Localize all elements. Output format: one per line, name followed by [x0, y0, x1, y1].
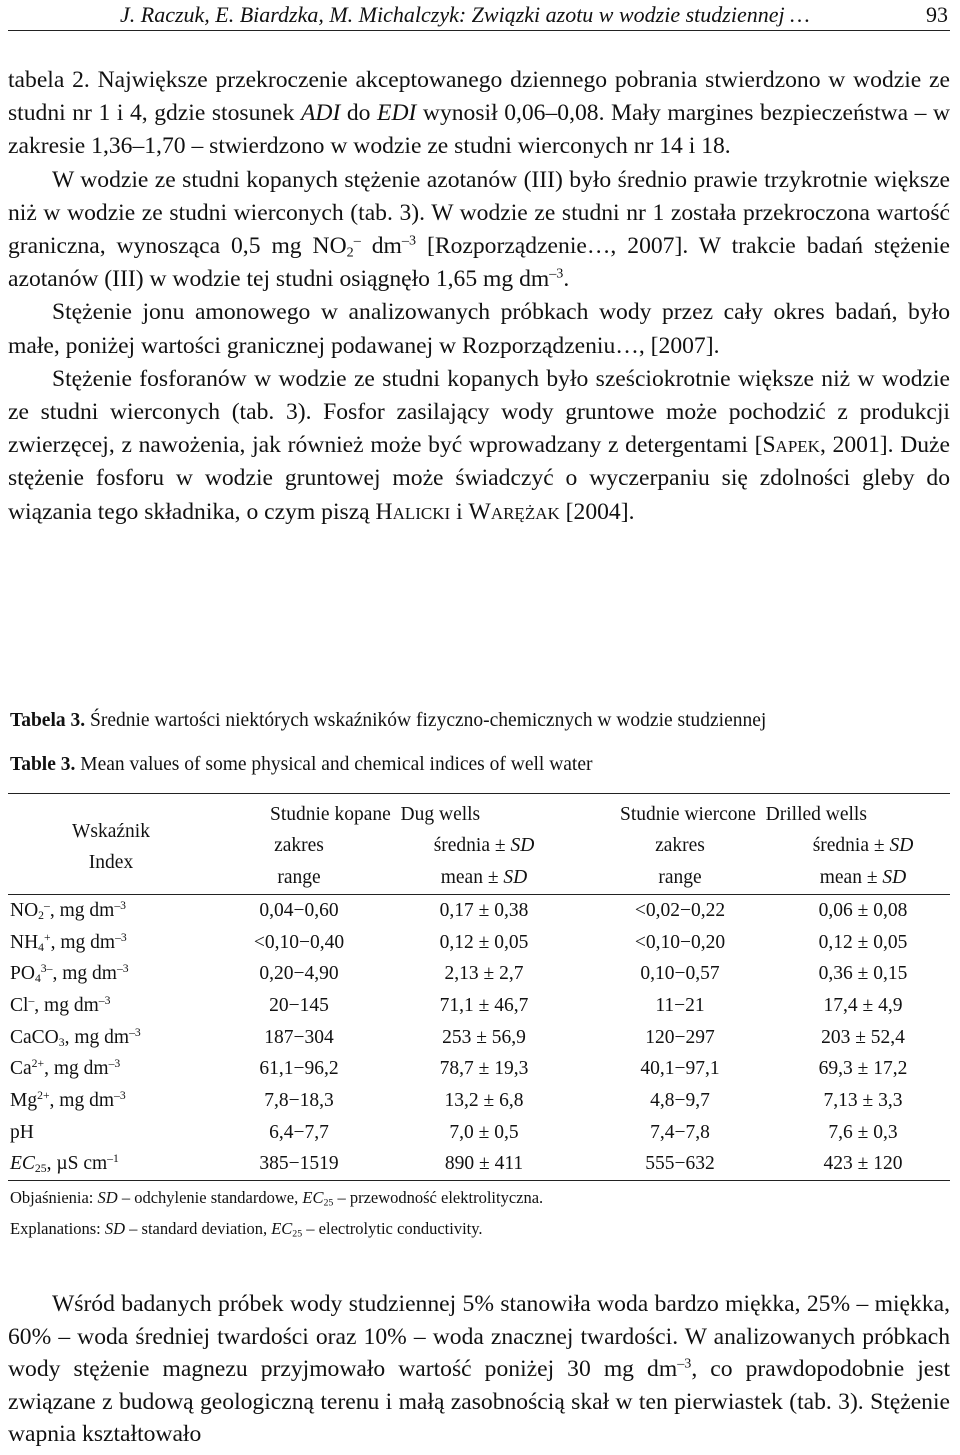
indicator-cell [8, 927, 214, 959]
note-en-c: – electrolytic conductivity. [302, 1219, 483, 1238]
paragraph-2-text-a: W wodzie ze studni kopanych stężenie azotanów (III) było średnio prawie trzykrotnie większe niż w wodzie ze studni wierconych (tab. 3). W wodzie ze studni nr 1 została przekroczona wartość graniczna, wynosząca 0,5 mg NO [8, 166, 950, 260]
drilled-mean-label-en: mean ± [819, 867, 878, 888]
drilled-range-cell: 4,8−9,7 [650, 1089, 710, 1111]
dug-mean-cell: 13,2 ± 6,8 [444, 1089, 524, 1111]
drilled-range-cell: 7,4−7,8 [650, 1121, 710, 1143]
drilled-mean-cell: 0,36 ± 0,15 [818, 963, 908, 985]
indicator-charge: + [44, 930, 51, 944]
table-caption-en-label: Table 3. [10, 754, 76, 775]
indicator-subscript: 4 [34, 972, 41, 986]
table-row [8, 895, 950, 927]
note-pl-c: – przewodność elektrolityczna. [333, 1188, 544, 1207]
indicator-unit-exponent: –3 [129, 1025, 141, 1039]
indicator-cell [8, 958, 214, 990]
drilled-mean-sd-pl: SD [889, 835, 914, 856]
indicator-charge: 2+ [37, 1088, 50, 1102]
index-header-pl: Wskaźnik [72, 821, 150, 842]
page-number: 93 [926, 2, 948, 27]
dug-mean-cell: 0,17 ± 0,38 [439, 899, 529, 921]
note-pl-sd: SD [97, 1188, 118, 1207]
body-text-top [8, 64, 950, 529]
dug-mean-cell: 2,13 ± 2,7 [444, 963, 524, 985]
dug-mean-cell: 0,12 ± 0,05 [439, 931, 529, 953]
indicator-cell [8, 1053, 214, 1085]
dug-range-cell: 61,1−96,2 [259, 1058, 339, 1080]
running-head: J. Raczuk, E. Biardzka, M. Michalczyk: Związki azotu w wodzie studziennej … [120, 2, 810, 27]
indicator-base: EC [10, 1153, 35, 1175]
paragraph-4-text-b: , 2001]. Duże stężenie fosforu w wodzie gruntowej może świadczyć o wyczerpaniu się zdolności gleby do wiązania tego składnika, o czym piszą [8, 432, 950, 525]
table-row [8, 990, 950, 1022]
drilled-range-header-en: range [658, 867, 702, 888]
indicator-unit-exponent: –3 [114, 1088, 126, 1102]
indicator-base: pH [10, 1121, 34, 1143]
drilled-range-cell: 0,10−0,57 [640, 963, 720, 985]
indicator-unit-exponent: –3 [108, 1057, 121, 1071]
table-row [8, 1117, 950, 1149]
indicator-cell [8, 990, 214, 1022]
table-note-en [10, 1219, 483, 1239]
dug-mean-sd-pl: SD [510, 835, 535, 856]
table-note-pl [10, 1188, 543, 1208]
drilled-range-cell: 11−21 [655, 994, 705, 1016]
table-caption-en-text: Mean values of some physical and chemical indices of well water [75, 754, 593, 775]
dug-wells-header-en: Dug wells [400, 804, 481, 825]
drilled-mean-cell: 0,12 ± 0,05 [818, 931, 908, 953]
dm-exponent-2: –3 [549, 265, 564, 282]
dug-mean-header-en [384, 862, 584, 895]
author-sapek: Sapek [762, 432, 820, 459]
drilled-mean-cell: 7,13 ± 3,3 [823, 1089, 903, 1111]
paragraph-2-text-b: dm [360, 233, 402, 260]
note-en-ec: EC [271, 1219, 293, 1238]
indicator-subscript: 2 [38, 908, 45, 922]
dug-range-header-pl: zakres [274, 835, 324, 856]
dug-wells-header [214, 794, 584, 831]
dug-mean-cell: 890 ± 411 [444, 1153, 524, 1175]
paragraph-4 [8, 363, 950, 529]
paragraph-4-text-a: Stężenie fosforanów w wodzie ze studni kopanych było sześciokrotnie większe niż w wodzie ze studni wierconych (tab. 3). Fosfor zasilający wody gruntowe może pochodzić z produkcji zwierzęcej, z nawożenia, jak również może być wprowadzany z detergentami [ [8, 365, 950, 459]
note-en-b: – standard deviation, [125, 1219, 272, 1238]
table-row [8, 927, 950, 959]
dug-mean-label-en: mean ± [440, 867, 499, 888]
indicator-base: PO [10, 963, 35, 985]
indicator-base: Cl [10, 994, 29, 1016]
indicator-unit-exponent: –3 [114, 898, 127, 912]
indicator-unit: , µS cm [46, 1153, 108, 1175]
indicator-base: Ca [10, 1058, 32, 1080]
table-caption-pl-text: Średnie wartości niektórych wskaźników fizyczno-chemicznych w wodzie studziennej [85, 710, 767, 731]
paragraph-1-text-do: do [340, 100, 378, 127]
dug-range-cell: 187−304 [264, 1026, 334, 1048]
drilled-mean-cell: 203 ± 52,4 [821, 1026, 905, 1048]
indicator-unit: , mg dm [64, 1026, 130, 1048]
indicator-subscript: 25 [34, 1162, 47, 1176]
dug-mean-label-pl: średnia ± [433, 835, 506, 856]
paragraph-2-text-c: [Rozporządzenie…, 2007]. W trakcie badań stężenie azotanów (III) w wodzie tej studni osiągnęło 1,65 mg dm [8, 233, 950, 293]
indicator-subscript: 3 [58, 1035, 65, 1049]
drilled-range-cell: 555−632 [645, 1153, 715, 1175]
no2-superscript: – [353, 232, 361, 249]
drilled-mean-label-pl: średnia ± [812, 835, 885, 856]
paragraph-4-text-i: i [450, 498, 469, 525]
indicator-unit: , mg dm [50, 931, 116, 953]
paragraph-2-text-d: . [563, 266, 570, 293]
indicator-cell [8, 1149, 214, 1181]
paragraph-3: Stężenie jonu amonowego w analizowanych próbkach wody przez cały okres badań, było małe, poniżej wartości granicznej podawanej w Rozporządzeniu…, [2007]. [8, 299, 950, 359]
note-pl-b: – odchylenie standardowe, [117, 1188, 303, 1207]
table-row [8, 958, 950, 990]
drilled-mean-sd-en: SD [882, 867, 907, 888]
indicator-unit-exponent: –3 [98, 993, 111, 1007]
indicator-unit: , mg dm [49, 899, 115, 921]
dug-range-header-en: range [277, 867, 321, 888]
drilled-mean-cell: 17,4 ± 4,9 [823, 994, 903, 1016]
note-en-a: Explanations: [10, 1219, 105, 1238]
indicator-unit: , mg dm [52, 963, 117, 985]
dug-mean-cell: 78,7 ± 19,3 [439, 1058, 529, 1080]
table-body [8, 895, 950, 1181]
drilled-range-cell: <0,02−0,22 [634, 899, 726, 921]
author-halicki: Halicki [375, 498, 451, 525]
paragraph-5 [8, 1288, 950, 1451]
indicator-unit-exponent: –3 [116, 962, 129, 976]
drilled-mean-cell: 423 ± 120 [823, 1153, 903, 1175]
dug-mean-cell: 7,0 ± 0,5 [449, 1121, 519, 1143]
paragraph-5-text-a: Wśród badanych próbek wody studziennej 5% stanowiła woda bardzo miękka, 25% – miękka, 60% – woda średniej twardości oraz 10% – woda znacznej twardości. W analizowanych próbkach wody stężenie magnezu przyjmowało wartość poniżej 30 mg dm [8, 1291, 950, 1383]
indicator-charge: – [44, 898, 50, 912]
drilled-range-header-pl: zakres [655, 835, 705, 856]
dug-range-cell: 0,04−0,60 [259, 899, 339, 921]
note-en-ec-sub: 25 [292, 1228, 303, 1240]
table-row [8, 1085, 950, 1117]
dug-mean-sd-en: SD [503, 867, 528, 888]
body-text-bottom [8, 1288, 950, 1451]
paragraph-1 [8, 64, 950, 164]
dug-range-cell: 6,4−7,7 [269, 1121, 329, 1143]
indicator-base: Mg [10, 1089, 38, 1111]
drilled-wells-header-pl: Studnie wiercone [620, 804, 756, 825]
dug-mean-cell: 71,1 ± 46,7 [439, 994, 529, 1016]
drilled-range-cell: 40,1−97,1 [640, 1058, 720, 1080]
indicator-charge: 2+ [31, 1057, 45, 1071]
drilled-mean-cell: 0,06 ± 0,08 [818, 899, 908, 921]
note-en-sd: SD [104, 1219, 126, 1238]
drilled-wells-header-en: Drilled wells [765, 804, 867, 825]
table-caption-pl [10, 710, 766, 732]
adi-term: ADI [301, 100, 341, 127]
page-header [8, 0, 950, 31]
table-head [8, 794, 950, 895]
index-header [8, 794, 214, 895]
indicator-unit: , mg dm [44, 1058, 109, 1080]
paragraph-5-exponent: –3 [677, 1355, 692, 1372]
data-table [8, 793, 950, 1181]
drilled-range-cell: 120−297 [645, 1026, 715, 1048]
indicator-base: NH [10, 931, 39, 953]
dug-range-cell: 0,20−4,90 [259, 963, 339, 985]
paragraph-2 [8, 164, 950, 297]
indicator-charge: – [28, 993, 35, 1007]
indicator-cell [8, 1117, 214, 1149]
table-row [8, 1053, 950, 1085]
edi-term: EDI [377, 100, 417, 127]
dug-range-cell: 7,8−18,3 [264, 1089, 334, 1111]
indicator-base: CaCO [10, 1026, 59, 1048]
note-pl-a: Objaśnienia: [10, 1188, 98, 1207]
paragraph-5-text-b: , co prawdopodobnie jest związane z budową geologiczną terenu i małą zasobnością skał w ten pierwiastek (tab. 3). Stężenie wapnia kształtowało [8, 1356, 950, 1448]
indicator-charge: 3– [40, 962, 53, 976]
drilled-mean-cell: 7,6 ± 0,3 [828, 1121, 898, 1143]
indicator-subscript: 4 [38, 940, 45, 954]
dug-range-cell: 20−145 [269, 994, 329, 1016]
dug-range-cell: <0,10−0,40 [253, 931, 345, 953]
paragraph-4-text-c: [2004]. [559, 498, 635, 525]
indicator-cell [8, 1022, 214, 1054]
drilled-wells-header [584, 794, 950, 831]
drilled-mean-header-en [776, 862, 950, 895]
drilled-mean-header-pl [776, 830, 950, 862]
index-header-en: Index [88, 852, 134, 873]
paragraph-1-text-b: wynosił 0,06–0,08. Mały margines bezpieczeństwa – w zakresie 1,36–1,70 – stwierdzono w wodzie ze studni wierconych nr 14 i 18. [8, 100, 950, 160]
indicator-unit-exponent: –1 [107, 1152, 119, 1166]
dug-range-cell: 385−1519 [259, 1153, 339, 1175]
dug-mean-cell: 253 ± 56,9 [442, 1026, 526, 1048]
indicator-cell [8, 1085, 214, 1117]
note-pl-ec-sub: 25 [323, 1197, 334, 1209]
table-row [8, 1149, 950, 1181]
indicator-unit-exponent: –3 [115, 930, 127, 944]
dug-wells-header-pl: Studnie kopane [270, 804, 391, 825]
indicator-base: NO [10, 899, 39, 921]
drilled-mean-cell: 69,3 ± 17,2 [818, 1058, 908, 1080]
note-pl-ec: EC [302, 1188, 324, 1207]
no2-subscript: 2 [346, 244, 354, 261]
drilled-range-cell: <0,10−0,20 [634, 931, 726, 953]
indicator-unit: , mg dm [34, 994, 99, 1016]
dm-exponent: –3 [401, 232, 417, 249]
table-caption-en [10, 754, 593, 776]
paragraph-1-text-a: tabela 2. Największe przekroczenie akceptowanego dziennego pobrania stwierdzono w wodzie ze studni nr 1 i 4, gdzie stosunek [8, 67, 950, 127]
indicator-cell [8, 895, 214, 927]
dug-mean-header-pl [384, 830, 584, 862]
table-caption-pl-label: Tabela 3. [10, 710, 86, 731]
data-table-wrap [8, 793, 950, 1181]
table-row [8, 1022, 950, 1054]
indicator-unit: , mg dm [49, 1089, 114, 1111]
table-head-row-1 [8, 794, 950, 831]
author-warezak: Warężak [468, 498, 560, 525]
